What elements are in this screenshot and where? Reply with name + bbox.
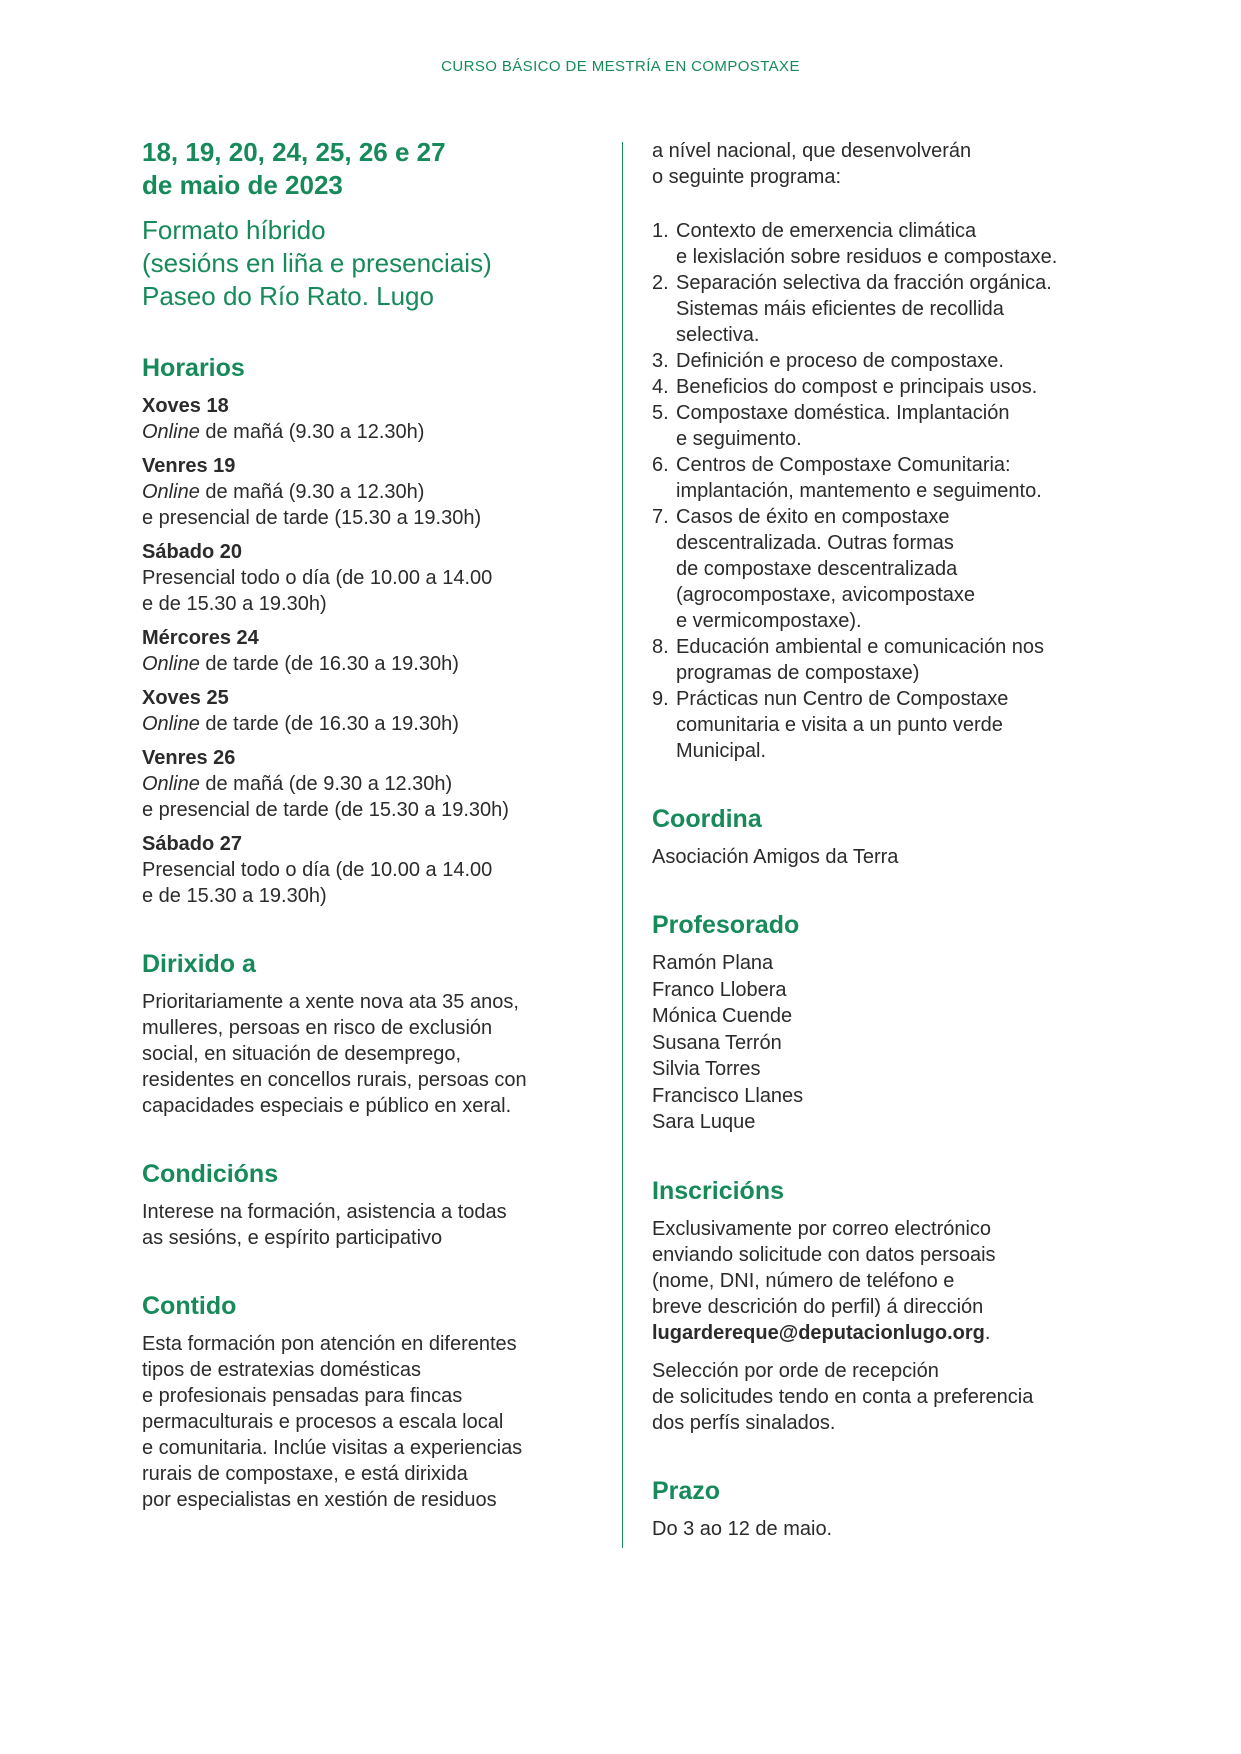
item-line: Prácticas nun Centro de Compostaxe: [676, 688, 1009, 710]
body-line: rurais de compostaxe, e está dirixida: [142, 1463, 468, 1485]
schedule-text: de mañá (9.30 a 12.30h): [199, 481, 425, 503]
item-line: Contexto de emerxencia climática: [676, 220, 977, 242]
body-line: breve descrición do perfil) á dirección: [652, 1295, 984, 1318]
format-line: (sesións en liña e presenciais): [142, 248, 492, 278]
schedule-time: [142, 651, 612, 677]
item-line: e lexislación sobre residuos e compostaxe.: [676, 246, 1058, 268]
section-title: Contido: [142, 1292, 237, 1320]
item-line: Beneficios do compost e principais usos.: [676, 376, 1038, 398]
schedule-item: [142, 685, 612, 737]
profesorado-section: [652, 910, 1132, 1136]
section-title: Dirixido a: [142, 950, 256, 978]
item-number: 8.: [652, 636, 669, 658]
schedule-item: [142, 453, 612, 531]
condicions-section: [142, 1159, 612, 1251]
section-title: Prazo: [652, 1476, 721, 1505]
body-line: Prioritariamente a xente nova ata 35 anos,: [142, 991, 519, 1013]
schedule-text: e presencial de tarde (15.30 a 19.30h): [142, 507, 482, 529]
schedule-text: e de 15.30 a 19.30h): [142, 885, 327, 907]
body-line: Asociación Amigos da Terra: [652, 846, 899, 868]
body-line: Selección por orde de recepción: [652, 1359, 939, 1382]
schedule-text: de mañá (de 9.30 a 12.30h): [199, 773, 453, 795]
body-line: e comunitaria. Inclúe visitas a experiencias: [142, 1437, 523, 1459]
format-line: Formato híbrido: [142, 215, 326, 245]
schedule-text: de mañá (9.30 a 12.30h): [199, 421, 425, 443]
schedule-text: de tarde (de 16.30 a 19.30h): [199, 713, 459, 735]
item-line: Sistemas máis eficientes de recollida: [676, 298, 1004, 320]
item-number: 2.: [652, 272, 669, 294]
item-number: 9.: [652, 688, 669, 710]
inscricions-section: [652, 1176, 1132, 1436]
item-number: 3.: [652, 350, 669, 372]
program-item: [652, 504, 1132, 634]
body-line: Interese na formación, asistencia a todas: [142, 1201, 507, 1223]
item-line: Separación selectiva da fracción orgánica.: [676, 272, 1052, 294]
item-line: (agrocompostaxe, avicompostaxe: [676, 584, 976, 606]
schedule-day: Xoves 18: [142, 395, 229, 417]
program-item: [652, 218, 1132, 270]
online-label: Online: [142, 713, 200, 735]
program-item: [652, 634, 1132, 686]
schedule-day: Xoves 25: [142, 687, 229, 709]
item-line: Municipal.: [676, 740, 767, 762]
schedule-day: Venres 26: [142, 747, 236, 769]
item-line: comunitaria e visita a un punto verde: [676, 714, 1003, 736]
item-line: Definición e proceso de compostaxe.: [676, 350, 1004, 372]
body-line: residentes en concellos rurais, persoas con: [142, 1069, 527, 1091]
schedule-day: Sábado 20: [142, 541, 243, 563]
email-link[interactable]: lugardereque@deputacionlugo.org: [652, 1321, 985, 1344]
item-number: 7.: [652, 506, 669, 528]
program-list: [652, 218, 1132, 764]
body-line: por especialistas en xestión de residuos: [142, 1489, 497, 1511]
teacher-name: Francisco Llanes: [652, 1084, 804, 1107]
body-line: Esta formación pon atención en diferentes: [142, 1333, 517, 1355]
teacher-name: Mónica Cuende: [652, 1005, 793, 1027]
schedule-item: [142, 745, 612, 823]
schedule-time: [142, 771, 612, 797]
item-line: Casos de éxito en compostaxe: [676, 506, 950, 528]
item-line: Compostaxe doméstica. Implantación: [676, 402, 1010, 424]
schedule-day: Venres 19: [142, 455, 236, 477]
section-title: Horarios: [142, 354, 245, 382]
schedule-text: e de 15.30 a 19.30h): [142, 593, 327, 615]
item-line: descentralizada. Outras formas: [676, 532, 954, 554]
item-line: e vermicompostaxe).: [676, 610, 862, 632]
course-format: [142, 214, 612, 313]
section-title: Profesorado: [652, 911, 800, 939]
body-line: e profesionais pensadas para fincas: [142, 1385, 463, 1407]
coordina-section: [652, 804, 1132, 870]
body-line: capacidades especiais e público en xeral.: [142, 1095, 512, 1117]
program-item: [652, 270, 1132, 348]
online-label: Online: [142, 653, 200, 675]
online-label: Online: [142, 481, 200, 503]
right-column: [652, 138, 1132, 1542]
body-line: social, en situación de desemprego,: [142, 1043, 462, 1065]
prazo-section: [652, 1476, 1132, 1542]
dirixido-section: [142, 949, 612, 1119]
teacher-name: Sara Luque: [652, 1111, 756, 1133]
body-line: Do 3 ao 12 de maio.: [652, 1517, 833, 1540]
item-number: 5.: [652, 402, 669, 424]
program-item: [652, 686, 1132, 764]
dates-line: 18, 19, 20, 24, 25, 26 e 27: [142, 137, 446, 167]
schedule-item: [142, 539, 612, 617]
item-number: 6.: [652, 454, 669, 476]
body-line: (nome, DNI, número de teléfono e: [652, 1269, 955, 1292]
online-label: Online: [142, 773, 200, 795]
schedule-item: [142, 625, 612, 677]
item-line: programas de compostaxe): [676, 662, 920, 684]
body-line: as sesións, e espírito participativo: [142, 1227, 443, 1249]
course-dates: [142, 136, 612, 202]
schedule-time: [142, 419, 612, 445]
teacher-name: Franco Llobera: [652, 978, 787, 1001]
item-line: e seguimento.: [676, 428, 802, 450]
item-number: 1.: [652, 220, 669, 242]
item-line: Centros de Compostaxe Comunitaria:: [676, 454, 1011, 476]
contido-section: [142, 1291, 612, 1513]
section-title: Inscricións: [652, 1176, 784, 1205]
section-title: Coordina: [652, 805, 762, 833]
program-item: [652, 348, 1132, 374]
schedule-text: Presencial todo o día (de 10.00 a 14.00: [142, 567, 493, 589]
running-header: CURSO BÁSICO DE MESTRÍA EN COMPOSTAXE: [441, 58, 800, 75]
body-line: permaculturais e procesos a escala local: [142, 1411, 504, 1433]
program-item: [652, 452, 1132, 504]
horarios-section: [142, 353, 612, 909]
body-line: mulleres, persoas en risco de exclusión: [142, 1017, 493, 1039]
item-line: de compostaxe descentralizada: [676, 558, 958, 580]
schedule-item: [142, 393, 612, 445]
body-line: tipos de estratexias domésticas: [142, 1359, 422, 1381]
item-line: implantación, mantemento e seguimento.: [676, 480, 1042, 502]
schedule-time: [142, 711, 612, 737]
teacher-name: Susana Terrón: [652, 1031, 782, 1054]
dates-line: de maio de 2023: [142, 170, 343, 200]
item-line: selectiva.: [676, 324, 760, 346]
online-label: Online: [142, 421, 200, 443]
email-line: [652, 1320, 1132, 1346]
format-line: Paseo do Río Rato. Lugo: [142, 281, 434, 311]
schedule-text: Presencial todo o día (de 10.00 a 14.00: [142, 859, 493, 881]
body-line: dos perfís sinalados.: [652, 1411, 836, 1434]
body-line: de solicitudes tendo en conta a preferencia: [652, 1385, 1034, 1408]
column-divider: [622, 142, 623, 1548]
left-column: [142, 136, 612, 1513]
body-line: a nível nacional, que desenvolverán: [652, 140, 972, 162]
program-item: [652, 374, 1132, 400]
item-number: 4.: [652, 376, 669, 398]
item-line: Educación ambiental e comunicación nos: [676, 636, 1044, 658]
schedule-item: [142, 831, 612, 909]
body-line: o seguinte programa:: [652, 166, 842, 188]
program-item: [652, 400, 1132, 452]
section-title: Condicións: [142, 1160, 279, 1188]
schedule-day: Sábado 27: [142, 833, 243, 855]
schedule-text: de tarde (de 16.30 a 19.30h): [199, 653, 459, 675]
body-line: enviando solicitude con datos persoais: [652, 1243, 996, 1266]
schedule-day: Mércores 24: [142, 627, 259, 649]
email-suffix: .: [984, 1321, 991, 1344]
teacher-name: Silvia Torres: [652, 1058, 761, 1080]
schedule-text: e presencial de tarde (de 15.30 a 19.30h): [142, 799, 509, 821]
teacher-name: Ramón Plana: [652, 952, 774, 974]
schedule-time: [142, 479, 612, 505]
body-line: Exclusivamente por correo electrónico: [652, 1217, 992, 1240]
